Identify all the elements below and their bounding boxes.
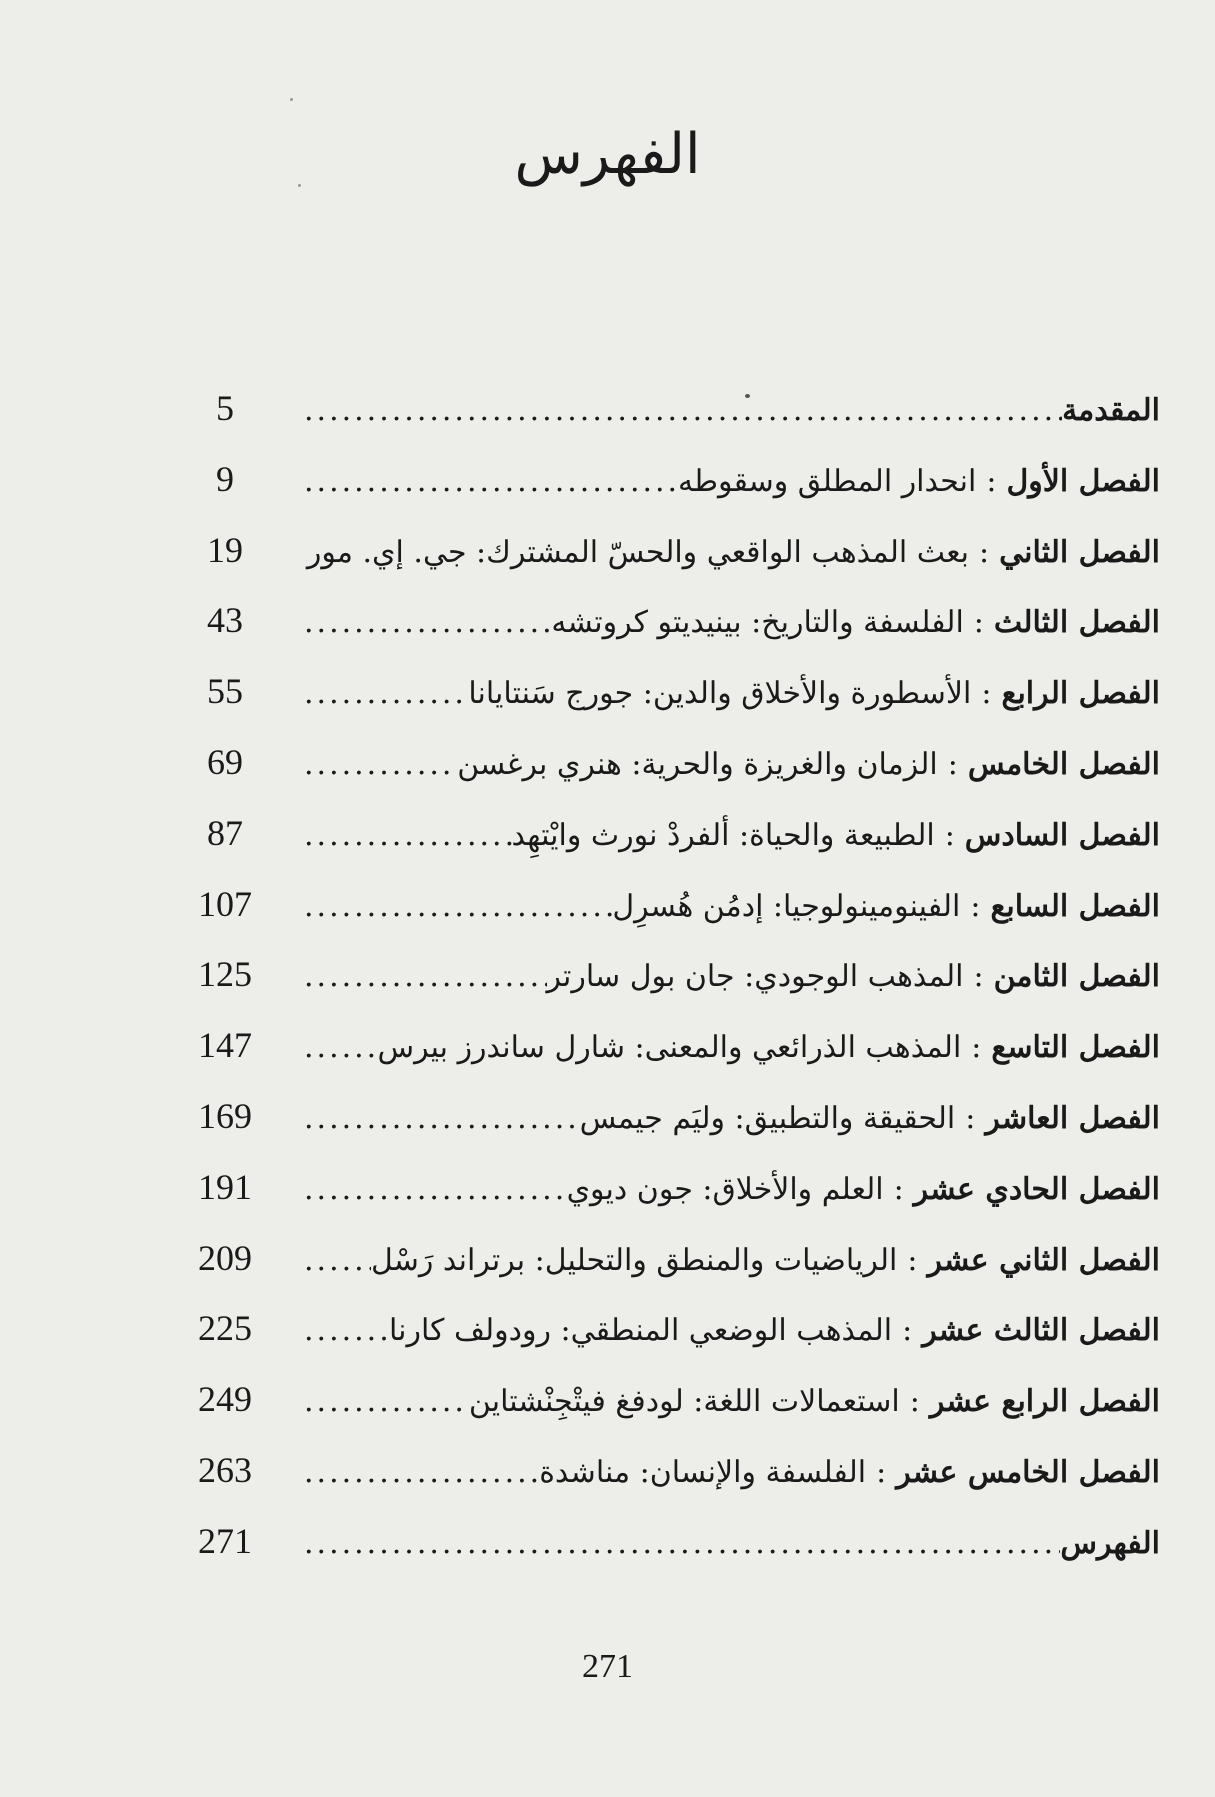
toc-entry-text — [300, 1165, 1160, 1213]
dot-leader — [300, 600, 551, 646]
chapter-separator: : — [909, 1384, 920, 1420]
chapter-subject: الحقيقة والتطبيق: وليَم جيمس — [579, 1100, 956, 1136]
toc-entry — [150, 525, 1160, 596]
toc-entry-text — [300, 811, 1160, 859]
toc-entry — [150, 1233, 1160, 1304]
dot-leader — [300, 954, 547, 1000]
chapter-separator: : — [986, 463, 997, 499]
chapter-separator: : — [981, 676, 992, 712]
dot-leader — [300, 884, 612, 930]
chapter-label: الفصل الحادي عشر — [913, 1171, 1160, 1207]
toc-entry — [150, 1516, 1160, 1587]
paper-speck — [290, 98, 293, 101]
chapter-subject: الرياضيات والمنطق والتحليل: برتراند رَسْل — [371, 1242, 898, 1278]
toc-entry — [150, 1303, 1160, 1374]
toc-page-number: 249 — [198, 1379, 252, 1420]
toc-entry-text — [300, 952, 1160, 1000]
chapter-separator: : — [907, 1242, 918, 1278]
toc-entry — [150, 1091, 1160, 1162]
chapter-label: الفصل الرابع عشر — [929, 1384, 1160, 1420]
toc-entry-text — [300, 457, 1160, 505]
chapter-label: الفصل التاسع — [991, 1030, 1160, 1066]
toc-entry — [150, 737, 1160, 808]
chapter-label: الفصل الثالث عشر — [922, 1313, 1160, 1349]
chapter-separator: : — [973, 605, 984, 641]
toc-entry-text — [300, 882, 1160, 930]
chapter-subject: الزمان والغريزة والحرية: هنري برغسن — [457, 746, 938, 782]
toc-entry — [150, 879, 1160, 950]
dot-leader — [300, 813, 512, 859]
toc-entry — [150, 808, 1160, 879]
chapter-label: الفصل الثاني عشر — [927, 1242, 1160, 1278]
toc-entry-text — [300, 1519, 1160, 1567]
chapter-subject: المذهب الذرائعي والمعنى: شارل ساندرز بيرس — [377, 1030, 962, 1066]
toc-page-number: 55 — [207, 671, 243, 712]
toc-entry — [150, 383, 1160, 454]
chapter-label: الفصل الخامس عشر — [896, 1454, 1160, 1490]
toc-entry — [150, 949, 1160, 1020]
toc-page-number: 191 — [198, 1166, 252, 1207]
toc-entry — [150, 666, 1160, 737]
chapter-separator: : — [970, 888, 981, 924]
dot-leader — [300, 1096, 580, 1142]
chapter-subject: المذهب الوجودي: جان بول سارتر — [546, 959, 964, 995]
toc-entry-text — [300, 1377, 1160, 1425]
chapter-subject: الفلسفة والتاريخ: بينيديتو كروتشه — [551, 605, 964, 641]
toc-entry — [150, 1020, 1160, 1091]
chapter-subject: استعمالات اللغة: لودفغ فيتْجِنْشتاين — [468, 1384, 900, 1420]
dot-leader — [300, 388, 1062, 434]
chapter-separator: : — [876, 1454, 887, 1490]
toc-page-number: 225 — [198, 1308, 252, 1349]
chapter-subject: العلم والأخلاق: جون ديوي — [566, 1171, 884, 1207]
toc-page-number: 9 — [216, 458, 234, 499]
toc-page-number: 271 — [198, 1520, 252, 1561]
toc-entry-text — [300, 1448, 1160, 1496]
toc-entry-text — [300, 528, 1160, 576]
table-of-contents — [150, 383, 1160, 1587]
chapter-separator: : — [902, 1313, 913, 1349]
dot-leader — [300, 1238, 371, 1284]
chapter-subject: الفلسفة والإنسان: مناشدة — [539, 1454, 867, 1490]
dot-leader — [300, 459, 678, 505]
chapter-label: الفصل الأول — [1006, 463, 1160, 499]
chapter-separator: : — [893, 1171, 904, 1207]
toc-entry-text — [300, 386, 1160, 434]
toc-page-number: 87 — [207, 812, 243, 853]
toc-entry-text — [300, 1306, 1160, 1354]
toc-page-number: 209 — [198, 1237, 252, 1278]
dot-leader — [300, 1308, 389, 1354]
toc-entry-text — [300, 1023, 1160, 1071]
toc-entry-text — [300, 1094, 1160, 1142]
toc-entry-text — [300, 598, 1160, 646]
chapter-separator: : — [971, 1030, 982, 1066]
chapter-subject: الفينومينولوجيا: إدمُن هُسرِل — [612, 888, 961, 924]
chapter-separator: : — [944, 817, 955, 853]
toc-page-number: 19 — [207, 529, 243, 570]
chapter-separator: : — [947, 746, 958, 782]
dot-leader — [300, 671, 468, 717]
chapter-label: الفصل الثاني — [999, 534, 1160, 570]
chapter-label: الفصل السابع — [990, 888, 1160, 924]
toc-entry — [150, 1445, 1160, 1516]
dot-leader — [300, 1379, 469, 1425]
dot-leader — [300, 742, 457, 788]
chapter-label: الفصل الثامن — [993, 959, 1160, 995]
chapter-separator: : — [979, 534, 990, 570]
chapter-subject: الأسطورة والأخلاق والدين: جورج سَنتايانا — [468, 676, 972, 712]
toc-page-number: 107 — [198, 883, 252, 924]
page-title: الفهرس — [514, 122, 701, 187]
toc-page-number: 169 — [198, 1095, 252, 1136]
chapter-subject: بعث المذهب الواقعي والحسّ المشترك: جي. إي. مور — [306, 534, 970, 570]
toc-page-number: 69 — [207, 741, 243, 782]
chapter-label: الفصل الرابع — [1001, 676, 1160, 712]
dot-leader — [300, 1521, 1060, 1567]
chapter-separator: : — [965, 1100, 976, 1136]
dot-leader — [300, 1025, 377, 1071]
toc-entry — [150, 1374, 1160, 1445]
chapter-subject: انحدار المطلق وسقوطه — [677, 463, 977, 499]
toc-page-number: 263 — [198, 1449, 252, 1490]
chapter-label: الفصل السادس — [964, 817, 1160, 853]
toc-entry — [150, 454, 1160, 525]
toc-page-number: 125 — [198, 954, 252, 995]
chapter-subject: المذهب الوضعي المنطقي: رودولف كارنا — [389, 1313, 893, 1349]
chapter-label: الفصل الخامس — [967, 746, 1160, 782]
toc-page-number: 5 — [216, 388, 234, 428]
page-number: 271 — [582, 1648, 633, 1685]
toc-entry-text — [300, 740, 1160, 788]
dot-leader — [300, 530, 307, 576]
toc-entry-text — [300, 669, 1160, 717]
toc-entry-text — [300, 1236, 1160, 1284]
toc-page-number: 147 — [198, 1025, 252, 1066]
chapter-label: الفهرس — [1060, 1525, 1160, 1561]
chapter-label: المقدمة — [1062, 393, 1160, 428]
dot-leader — [300, 1450, 539, 1496]
toc-entry — [150, 595, 1160, 666]
toc-entry — [150, 1162, 1160, 1233]
chapter-label: الفصل العاشر — [985, 1100, 1160, 1136]
chapter-label: الفصل الثالث — [993, 605, 1160, 641]
chapter-subject: الطبيعة والحياة: ألفردْ نورث وايْتهِد — [511, 817, 935, 853]
chapter-separator: : — [973, 959, 984, 995]
toc-page-number: 43 — [207, 600, 243, 641]
dot-leader — [300, 1167, 567, 1213]
